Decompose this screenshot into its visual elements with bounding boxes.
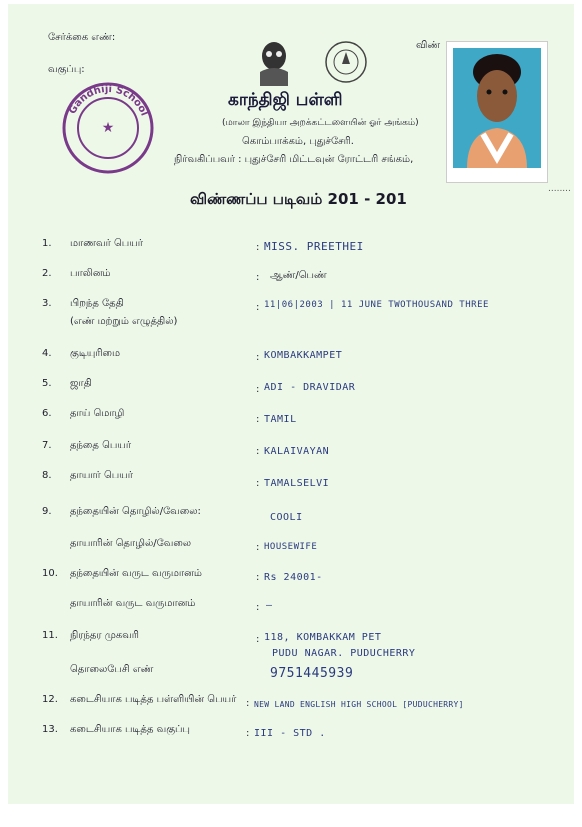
mother-name-label: தாயார் பெயர் — [70, 470, 133, 481]
gender-label: பாலினம் — [70, 268, 111, 279]
last-school-label: கடைசியாக படித்த பள்ளியின் பெயர் — [70, 694, 237, 705]
father-occupation-label: தந்தையின் தொழில்/வேலை: — [70, 506, 201, 517]
mother-name-value: TAMALSELVI — [264, 478, 330, 489]
student-name-label: மாணவர் பெயர் — [70, 238, 143, 249]
school-location: கொம்பாக்கம், புதுச்சேரி. — [242, 136, 354, 147]
father-income-label: தந்தையின் வருட வருமானம் — [70, 568, 202, 579]
student-name-value: MISS. PREETHEI — [264, 240, 364, 253]
mother-income-value: — — [266, 600, 273, 611]
administrator: நிர்வகிப்பவர் : புதுச்சேரி மிட்டவுன் ரோட்டரி சங்கம், — [174, 154, 414, 165]
field-number: 2. — [42, 268, 52, 279]
school-name: காந்திஜி பள்ளி — [228, 90, 343, 110]
field-number: 4. — [42, 348, 52, 359]
address-label: நிரந்தர முகவரி — [70, 630, 139, 641]
field-number: 10. — [42, 568, 58, 579]
field-number: 12. — [42, 694, 58, 705]
father-name-value: KALAIVAYAN — [264, 446, 330, 457]
mother-income-label: தாயாரின் வருட வருமானம் — [70, 598, 196, 609]
school-subtitle: (மாலா இந்தியா அறக்கட்டளையின் ஓர் அங்கம்) — [222, 118, 419, 128]
field-number: 8. — [42, 470, 52, 481]
field-number: 11. — [42, 630, 58, 641]
dob-sublabel: (எண் மற்றும் எழுத்தில்) — [70, 316, 178, 327]
address-value: 118, KOMBAKKAM PET — [264, 632, 382, 643]
mother-tongue-label: தாய் மொழி — [70, 408, 125, 419]
last-school-value: NEW LAND ENGLISH HIGH SCHOOL [PUDUCHERRY] — [254, 700, 464, 709]
gandhi-portrait-icon — [254, 38, 294, 86]
phone-value: 9751445939 — [270, 666, 354, 681]
school-seal-icon — [60, 80, 156, 176]
field-number: 1. — [42, 238, 52, 249]
mother-tongue-value: TAMIL — [264, 414, 297, 425]
last-class-label: கடைசியாக படித்த வகுப்பு — [70, 724, 190, 735]
field-number: 7. — [42, 440, 52, 451]
dob-label: பிறந்த தேதி — [70, 298, 124, 309]
student-photo — [446, 41, 548, 183]
phone-label: தொலைபேசி எண் — [70, 664, 154, 675]
mother-occupation-value: HOUSEWIFE — [264, 542, 318, 552]
application-form: சேர்க்கை எண்: வகுப்பு: விண் Gandhiji School ★ காந்திஜி பள்ளி (மாலா இந்தியா அறக்கட்டளையின் ஓர் அங்கம்) கொம்பாக்கம், புதுச்சேரி. நிர்வகிப்பவர் : புதுச்சேரி மிட்டவுன் ரோட்டரி சங்கம், ........ விண்ணப்ப படிவம் 201 - 201 1. மாணவர் பெயர் : MISS. PREETHEI 2. பாலினம் : ஆண்/பெண் 3. பிறந்த தேதி (எண் மற்றும் எழுத்தில்) : 11|06|2003 | 11 JUNE TWOTHOUSAND THREE 4. குடியுரிமை : KOMBAKKAMPET 5. ஜாதி : ADI - DRAVIDAR 6. தாய் மொழி : TAMIL 7. தந்தை பெயர் : KALAIVAYAN 8. தாயார் பெயர் : TAMALSELVI 9. தந்தையின் தொழில்/வேலை: COOLI தாயாரின் தொழில்/வேலை : HOUSEWIFE 10. தந்தையின் வருட வருமானம் : Rs 24001- தாயாரின் வருட வருமானம் : — 11. நிரந்தர முகவரி : 118, KOMBAKKAM PET PUDU NAGAR. PUDUCHERRY தொலைபேசி எண் 9751445939 12. கடைசியாக படித்த பள்ளியின் பெயர் : NEW LAND ENGLISH HIGH SCHOOL [PUDUCHERRY] 13. கடைசியாக படித்த வகுப்பு : III - STD . — [8, 4, 574, 804]
gender-value: ஆண்/பெண் — [270, 270, 327, 281]
class-label: வகுப்பு: — [48, 64, 85, 75]
address-value-line2: PUDU NAGAR. PUDUCHERRY — [272, 648, 416, 659]
field-number: 6. — [42, 408, 52, 419]
dob-value: 11|06|2003 | 11 JUNE TWOTHOUSAND THREE — [264, 300, 489, 310]
svg-text:Gandhiji School: Gandhiji School — [67, 83, 150, 118]
admission-number-label: சேர்க்கை எண்: — [48, 32, 116, 43]
field-number: 5. — [42, 378, 52, 389]
father-occupation-value: COOLI — [270, 512, 303, 523]
citizenship-value: KOMBAKKAMPET — [264, 350, 343, 361]
school-emblem-icon — [322, 38, 370, 86]
application-number-label: விண் — [416, 40, 441, 51]
citizenship-label: குடியுரிமை — [70, 348, 121, 359]
caste-value: ADI - DRAVIDAR — [264, 382, 356, 393]
mother-occupation-label: தாயாரின் தொழில்/வேலை — [70, 538, 192, 549]
father-name-label: தந்தை பெயர் — [70, 440, 132, 451]
field-number: 3. — [42, 298, 52, 309]
father-income-value: Rs 24001- — [264, 572, 323, 583]
field-number: 9. — [42, 506, 52, 517]
caste-label: ஜாதி — [70, 378, 92, 389]
svg-text:★: ★ — [101, 120, 115, 136]
field-number: 13. — [42, 724, 58, 735]
form-title: விண்ணப்ப படிவம் 201 - 201 — [190, 190, 407, 208]
last-class-value: III - STD . — [254, 728, 326, 739]
